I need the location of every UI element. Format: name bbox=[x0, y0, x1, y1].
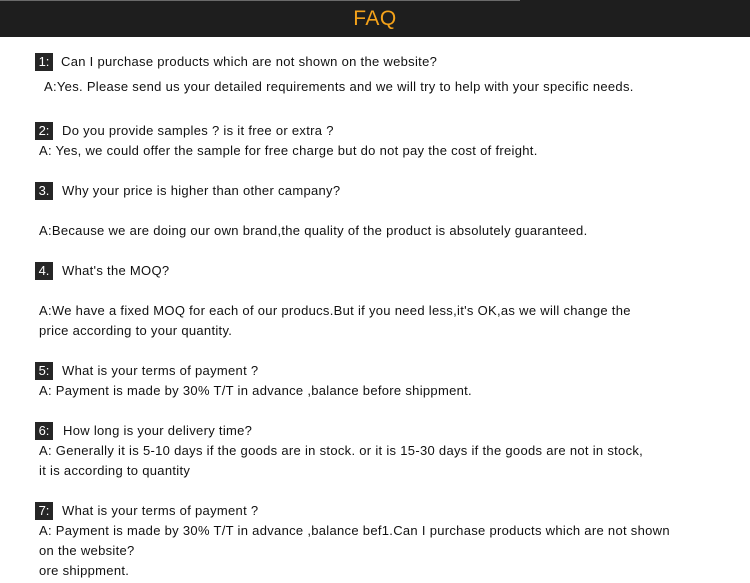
question-4: What's the MOQ? bbox=[62, 263, 170, 278]
question-number-6: 6: bbox=[35, 422, 53, 440]
answer-7-line-1: A: Payment is made by 30% T/T in advance ,balance bef1.Can I purchase products which are not shown bbox=[39, 523, 670, 538]
question-number-2: 2: bbox=[35, 122, 53, 140]
answer-7-line-2: on the website? bbox=[39, 543, 135, 558]
answer-2-line-1: A: Yes, we could offer the sample for free charge but do not pay the cost of freight. bbox=[39, 143, 538, 158]
faq-header bbox=[0, 0, 750, 37]
answer-4-line-2: price according to your quantity. bbox=[39, 323, 233, 338]
answer-6-line-2: it is according to quantity bbox=[39, 463, 191, 478]
page-title: FAQ bbox=[353, 7, 397, 30]
question-number-3: 3. bbox=[35, 182, 53, 200]
answer-1-line-1: A:Yes. Please send us your detailed requirements and we will try to help with your specific needs. bbox=[44, 79, 634, 94]
question-5: What is your terms of payment ? bbox=[62, 363, 259, 378]
answer-3-line-1: A:Because we are doing our own brand,the quality of the product is absolutely guaranteed. bbox=[39, 223, 588, 238]
answer-7-line-3: ore shippment. bbox=[39, 563, 130, 578]
question-number-1: 1: bbox=[35, 53, 53, 71]
question-1: Can I purchase products which are not shown on the website? bbox=[61, 54, 438, 69]
answer-4-line-1: A:We have a fixed MOQ for each of our producs.But if you need less,it's OK,as we will change the bbox=[39, 303, 631, 318]
question-number-4: 4. bbox=[35, 262, 53, 280]
question-6: How long is your delivery time? bbox=[63, 423, 253, 438]
answer-6-line-1: A: Generally it is 5-10 days if the goods are in stock. or it is 15-30 days if the goods are not in stock, bbox=[39, 443, 644, 458]
answer-5-line-1: A: Payment is made by 30% T/T in advance ,balance before shippment. bbox=[39, 383, 472, 398]
question-number-7: 7: bbox=[35, 502, 53, 520]
question-2: Do you provide samples ? is it free or extra ? bbox=[62, 123, 334, 138]
question-3: Why your price is higher than other campany? bbox=[62, 183, 341, 198]
question-7: What is your terms of payment ? bbox=[62, 503, 259, 518]
question-number-5: 5: bbox=[35, 362, 53, 380]
